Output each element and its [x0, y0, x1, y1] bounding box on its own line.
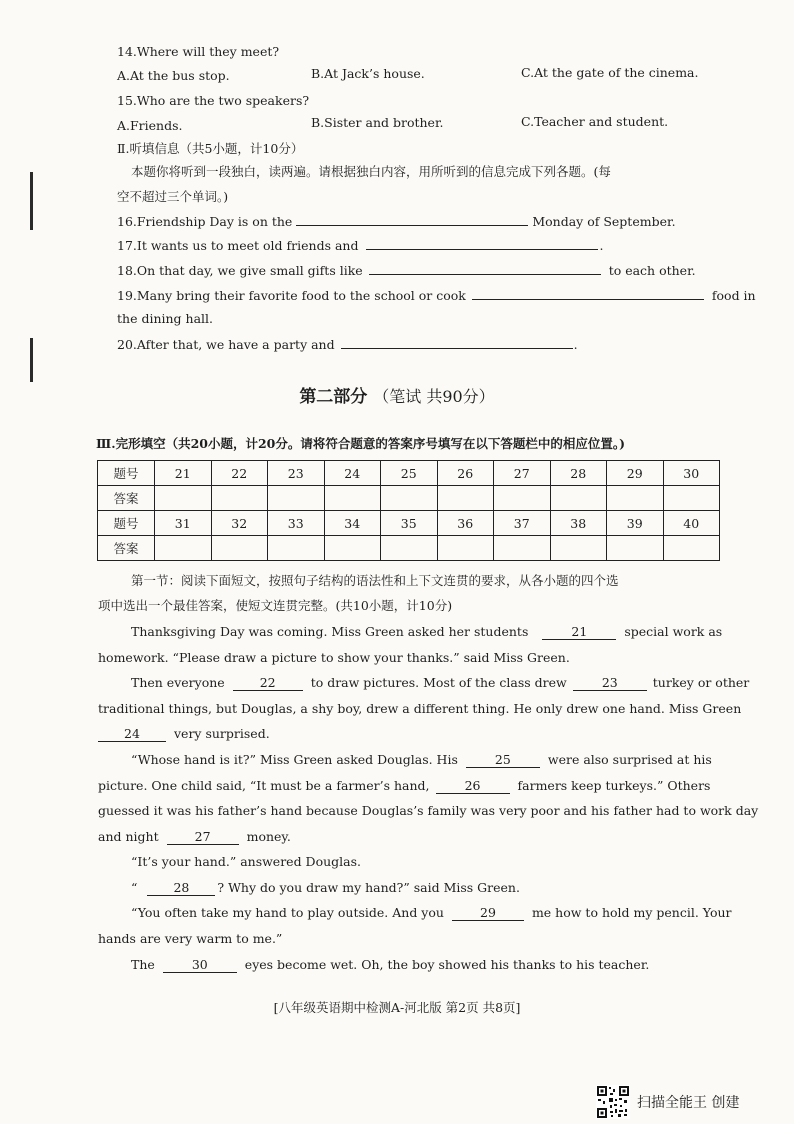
- question-number-cell: 33: [268, 511, 325, 536]
- answer-cell[interactable]: [550, 486, 607, 511]
- question-17: [117, 237, 603, 254]
- question-17-tail: .: [599, 238, 604, 253]
- question-18-tail: to each other.: [608, 263, 696, 278]
- question-number-cell: 21: [155, 461, 212, 486]
- part-2-subtitle: （笔试 共90分）: [373, 387, 495, 406]
- answer-cell[interactable]: [211, 536, 268, 561]
- question-number-cell: 30: [663, 461, 720, 486]
- blank-28[interactable]: 28: [147, 881, 215, 896]
- question-number-cell: 22: [211, 461, 268, 486]
- question-15-option-c: C.Teacher and student.: [521, 114, 669, 129]
- passage-line-7: [98, 778, 710, 794]
- question-number-cell: 29: [607, 461, 664, 486]
- question-14-option-c: C.At the gate of the cinema.: [521, 65, 699, 80]
- question-14-option-a: A.At the bus stop.: [117, 68, 230, 83]
- section-1-intro-line1: 第一节：阅读下面短文，按照句子结构的语法性和上下文连贯的要求，从各小题的四个选: [131, 573, 619, 588]
- blank-23[interactable]: 23: [573, 676, 647, 691]
- answer-cell[interactable]: [607, 536, 664, 561]
- section-2-title: Ⅱ.听填信息（共5小题，计10分）: [117, 141, 304, 156]
- answer-table-row-numbers-1: [98, 461, 720, 486]
- passage-text: farmers keep turkeys.” Others: [517, 778, 711, 793]
- passage-text: “Whose hand is it?” Miss Green asked Douglas. His: [131, 752, 458, 767]
- passage-line-11: [131, 880, 520, 896]
- page-footer: [八年级英语期中检测A-河北版 第2页 共8页]: [273, 1000, 521, 1015]
- question-number-cell: 34: [324, 511, 381, 536]
- question-18: [117, 262, 696, 279]
- passage-text: were also surprised at his: [547, 752, 712, 767]
- part-2-heading: [0, 382, 794, 407]
- section-2-intro-line2: 空不超过三个单词。): [117, 189, 229, 204]
- passage-text: money.: [246, 829, 291, 844]
- passage-line-8: guessed it was his father’s hand because Douglas’s family was very poor and his father had to work day: [98, 803, 759, 818]
- answer-cell[interactable]: [494, 536, 551, 561]
- answer-cell[interactable]: [494, 486, 551, 511]
- answer-cell[interactable]: [324, 536, 381, 561]
- passage-line-12: [131, 905, 732, 921]
- question-number-cell: 38: [550, 511, 607, 536]
- answer-cell[interactable]: [663, 536, 720, 561]
- passage-text: Thanksgiving Day was coming. Miss Green asked her students: [131, 624, 529, 639]
- question-number-cell: 35: [381, 511, 438, 536]
- answer-cell[interactable]: [155, 486, 212, 511]
- blank-27[interactable]: 27: [167, 830, 239, 845]
- question-20-blank[interactable]: [341, 336, 573, 349]
- blank-22[interactable]: 22: [233, 676, 303, 691]
- question-number-cell: 26: [437, 461, 494, 486]
- passage-line-13: hands are very warm to me.”: [98, 931, 283, 946]
- question-number-cell: 39: [607, 511, 664, 536]
- row-label-question: 题号: [98, 461, 155, 486]
- question-number-cell: 36: [437, 511, 494, 536]
- passage-text: The: [131, 957, 155, 972]
- passage-line-5: [98, 726, 270, 742]
- answer-cell[interactable]: [607, 486, 664, 511]
- answer-table-row-answers-2: [98, 536, 720, 561]
- answer-cell[interactable]: [381, 536, 438, 561]
- passage-line-6: [131, 752, 712, 768]
- question-number-cell: 37: [494, 511, 551, 536]
- question-15-option-b: B.Sister and brother.: [311, 115, 444, 130]
- passage-text: “You often take my hand to play outside. And you: [131, 905, 444, 920]
- passage-line-4: traditional things, but Douglas, a shy boy, drew a different thing. He only drew one hand. Miss Green: [98, 701, 742, 716]
- blank-25[interactable]: 25: [466, 753, 540, 768]
- question-20-text: 20.After that, we have a party and: [117, 337, 335, 352]
- question-19: [117, 287, 756, 304]
- question-20-tail: .: [573, 337, 578, 352]
- passage-line-1: [131, 624, 722, 640]
- question-number-cell: 25: [381, 461, 438, 486]
- answer-cell[interactable]: [155, 536, 212, 561]
- blank-21[interactable]: 21: [542, 625, 616, 640]
- blank-30[interactable]: 30: [163, 958, 237, 973]
- answer-cell[interactable]: [437, 536, 494, 561]
- passage-text: special work as: [624, 624, 723, 639]
- passage-text: ? Why do you draw my hand?” said Miss Green.: [217, 880, 520, 895]
- question-18-text: 18.On that day, we give small gifts like: [117, 263, 363, 278]
- question-19-text: 19.Many bring their favorite food to the school or cook: [117, 288, 466, 303]
- passage-text: “: [131, 880, 138, 895]
- question-15-option-a: A.Friends.: [117, 118, 183, 133]
- question-number-cell: 40: [663, 511, 720, 536]
- question-17-blank[interactable]: [366, 237, 598, 250]
- answer-cell[interactable]: [268, 486, 325, 511]
- answer-table-row-answers-1: [98, 486, 720, 511]
- answer-table: [97, 460, 720, 561]
- blank-29[interactable]: 29: [452, 906, 524, 921]
- answer-table-row-numbers-2: [98, 511, 720, 536]
- passage-text: and night: [98, 829, 159, 844]
- question-14-stem: 14.Where will they meet?: [117, 44, 280, 59]
- question-14-option-b: B.At Jack’s house.: [311, 66, 425, 81]
- question-20: [117, 336, 578, 353]
- passage-text: to draw pictures. Most of the class drew: [310, 675, 567, 690]
- question-19-blank[interactable]: [472, 287, 704, 300]
- blank-24[interactable]: 24: [98, 727, 166, 742]
- question-number-cell: 28: [550, 461, 607, 486]
- answer-cell[interactable]: [268, 536, 325, 561]
- scanner-watermark: 扫描全能王 创建: [637, 1095, 740, 1111]
- question-16-text: 16.Friendship Day is on the: [117, 214, 293, 229]
- passage-line-14: [131, 957, 649, 973]
- binding-mark-bottom: [30, 338, 33, 382]
- question-16-blank[interactable]: [296, 213, 528, 226]
- question-17-text: 17.It wants us to meet old friends and: [117, 238, 359, 253]
- answer-cell[interactable]: [663, 486, 720, 511]
- section-3-title: Ⅲ.完形填空（共20小题，计20分。请将符合题意的答案序号填写在以下答题栏中的相应位置。): [96, 436, 626, 451]
- question-number-cell: 24: [324, 461, 381, 486]
- qr-code-icon: [596, 1085, 630, 1119]
- section-2-intro-line1: 本题你将听到一段独白，读两遍。请根据独白内容，用所听到的信息完成下列各题。(每: [131, 164, 611, 179]
- passage-line-9: [98, 829, 291, 845]
- question-number-cell: 31: [155, 511, 212, 536]
- row-label-question: 题号: [98, 511, 155, 536]
- question-19-continued: the dining hall.: [117, 311, 213, 326]
- question-15-stem: 15.Who are the two speakers?: [117, 93, 310, 108]
- answer-cell[interactable]: [437, 486, 494, 511]
- row-label-answer: 答案: [98, 536, 155, 561]
- question-number-cell: 23: [268, 461, 325, 486]
- passage-text: very surprised.: [174, 726, 270, 741]
- passage-text: Then everyone: [131, 675, 225, 690]
- passage-text: picture. One child said, “It must be a farmer’s hand,: [98, 778, 430, 793]
- passage-text: me how to hold my pencil. Your: [531, 905, 732, 920]
- question-number-cell: 32: [211, 511, 268, 536]
- passage-line-3: [131, 675, 749, 691]
- answer-cell[interactable]: [324, 486, 381, 511]
- question-18-blank[interactable]: [369, 262, 601, 275]
- passage-line-10: “It’s your hand.” answered Douglas.: [131, 854, 361, 869]
- part-2-title: 第二部分: [299, 387, 368, 407]
- passage-line-2: homework. “Please draw a picture to show your thanks.” said Miss Green.: [98, 650, 570, 665]
- binding-mark-top: [30, 172, 33, 230]
- blank-26[interactable]: 26: [436, 779, 510, 794]
- answer-cell[interactable]: [550, 536, 607, 561]
- answer-cell[interactable]: [211, 486, 268, 511]
- question-16-tail: Monday of September.: [532, 214, 676, 229]
- answer-cell[interactable]: [381, 486, 438, 511]
- question-number-cell: 27: [494, 461, 551, 486]
- question-16: [117, 213, 676, 230]
- row-label-answer: 答案: [98, 486, 155, 511]
- section-1-intro-line2: 项中选出一个最佳答案，使短文连贯完整。(共10小题，计10分): [98, 598, 453, 613]
- passage-text: eyes become wet. Oh, the boy showed his thanks to his teacher.: [244, 957, 650, 972]
- question-19-tail: food in: [711, 288, 756, 303]
- passage-text: turkey or other: [652, 675, 750, 690]
